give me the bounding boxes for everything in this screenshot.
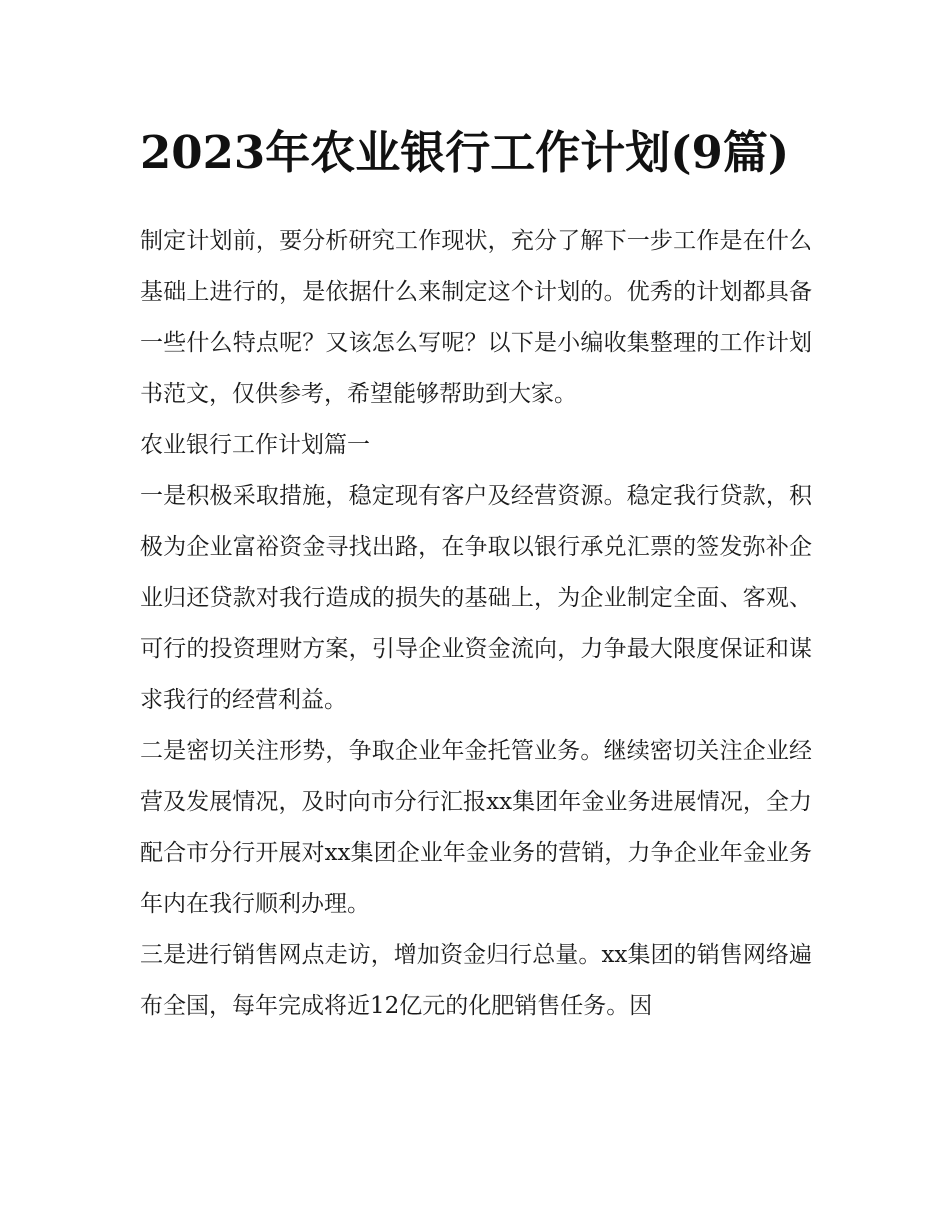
body-paragraph: 三是进行销售网点走访，增加资金归行总量。xx集团的销售网络遍布全国，每年完成将近12亿元的化肥销售任务。因 [140,942,812,1019]
body-paragraph: 一是积极采取措施，稳定现有客户及经营资源。稳定我行贷款，积极为企业富裕资金寻找出路，在争取以银行承兑汇票的签发弥补企业归还贷款对我行造成的损失的基础上，为企业制定全面、客观、可行的投资理财方案，引导企业资金流向，力争最大限度保证和谋求我行的经营利益。 [140,483,812,713]
document-title: 2023年农业银行工作计划(9篇) [140,126,790,179]
document-body [140,216,812,1032]
section-heading: 农业银行工作计划篇一 [140,432,370,458]
body-paragraph: 二是密切关注形势，争取企业年金托管业务。继续密切关注企业经营及发展情况，及时向市分行汇报xx集团年金业务进展情况，全力配合市分行开展对xx集团企业年金业务的营销，力争企业年金业务年内在我行顺利办理。 [140,738,812,917]
document-content [140,118,812,1032]
intro-paragraph: 制定计划前，要分析研究工作现状，充分了解下一步工作是在什么基础上进行的，是依据什么来制定这个计划的。优秀的计划都具备一些什么特点呢？又该怎么写呢？以下是小编收集整理的工作计划书范文，仅供参考，希望能够帮助到大家。 [140,228,812,407]
